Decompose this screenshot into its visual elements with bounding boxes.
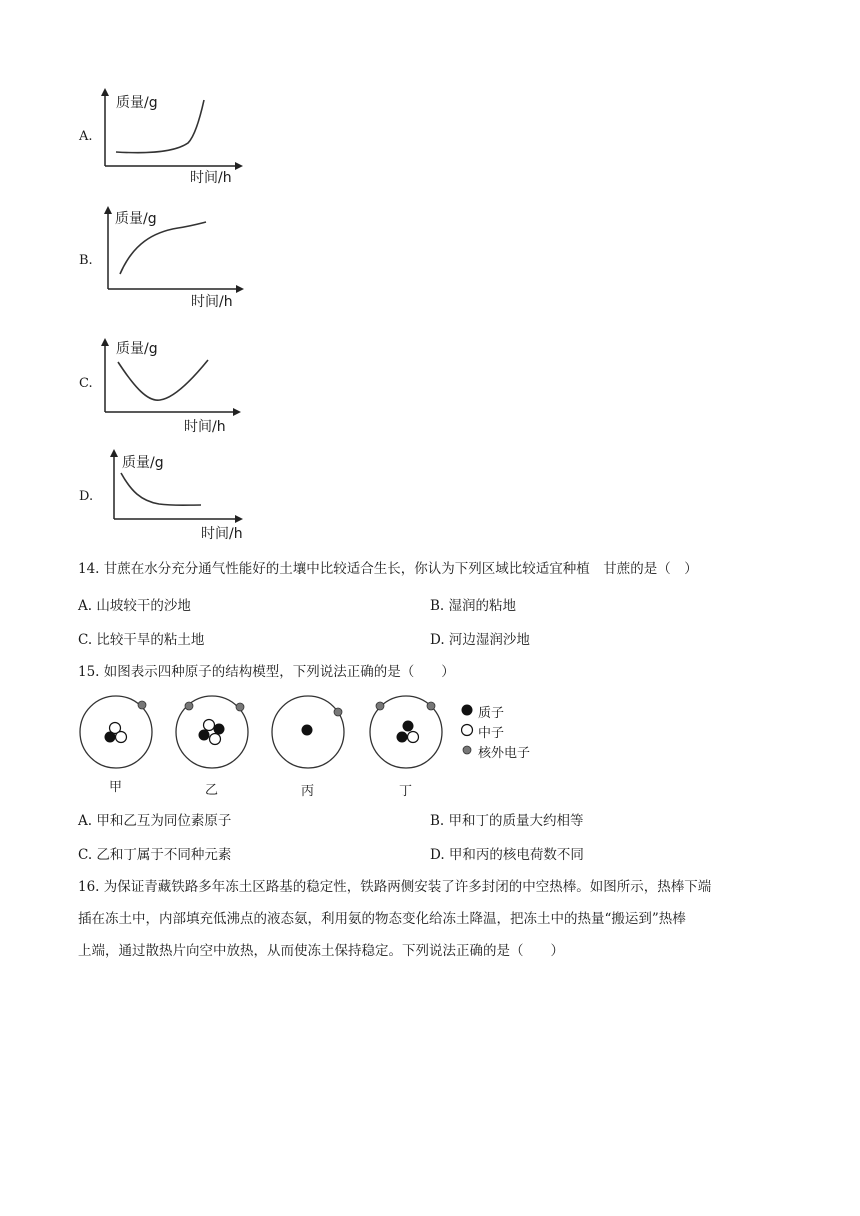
atom-yi: [176, 696, 248, 768]
option-a-letter[interactable]: A.: [79, 129, 93, 144]
q14-option-b[interactable]: B. 湿润的粘地: [430, 598, 517, 614]
atom-label-bing: 丙: [301, 784, 315, 799]
x-axis-arrow-icon: [233, 408, 241, 416]
proton-icon: [403, 721, 414, 732]
q15-option-c[interactable]: C. 乙和丁属于不同种元素: [78, 847, 232, 863]
q15-option-d[interactable]: D. 甲和丙的核电荷数不同: [430, 847, 584, 863]
y-axis-label: 质量/g: [116, 95, 158, 111]
q16-line-2: 插在冻土中，内部填充低沸点的液态氨，利用氨的物态变化给冻土降温，把冻土中的热量“搬运到”热棒: [78, 911, 686, 927]
atom-ding: [370, 696, 442, 768]
graph-option-d: [109, 449, 259, 553]
q15-option-a[interactable]: A. 甲和乙互为同位素原子: [78, 813, 232, 829]
x-axis-arrow-icon: [235, 162, 243, 170]
q15-option-b[interactable]: B. 甲和丁的质量大约相等: [430, 813, 584, 829]
legend-proton: 质子: [478, 706, 505, 721]
q14-option-c[interactable]: C. 比较干旱的粘土地: [78, 632, 205, 648]
y-axis-label: 质量/g: [122, 455, 164, 471]
proton-icon: [397, 732, 408, 743]
y-axis-arrow-icon: [101, 88, 109, 96]
atom-label-jia: 甲: [109, 780, 123, 795]
atom-label-yi: 乙: [205, 783, 219, 798]
atom-bing: [272, 696, 344, 768]
neutron-icon: [462, 725, 473, 736]
y-axis-arrow-icon: [110, 449, 118, 457]
curve-u-shaped: [118, 360, 208, 400]
curve-saturating: [120, 222, 206, 274]
electron-icon: [463, 746, 471, 754]
graph-option-a: [100, 88, 250, 192]
proton-icon: [199, 730, 210, 741]
q16-line-3: 上端，通过散热片向空中放热，从而使冻土保持稳定。下列说法正确的是（ ）: [78, 943, 564, 959]
x-axis-label: 时间/h: [201, 526, 243, 542]
option-d-letter[interactable]: D.: [79, 489, 94, 504]
electron-icon: [334, 708, 342, 716]
x-axis-label: 时间/h: [191, 294, 233, 310]
y-axis-arrow-icon: [101, 338, 109, 346]
proton-icon: [105, 732, 116, 743]
q14-stem: 14. 甘蔗在水分充分通气性能好的土壤中比较适合生长，你认为下列区域比较适宜种植 甘蔗的是（ ）: [78, 561, 698, 577]
x-axis-arrow-icon: [236, 285, 244, 293]
y-axis-arrow-icon: [104, 206, 112, 214]
y-axis-label: 质量/g: [115, 211, 157, 227]
electron-icon: [427, 702, 435, 710]
option-c-letter[interactable]: C.: [79, 376, 93, 391]
q15-stem: 15. 如图表示四种原子的结构模型，下列说法正确的是（ ）: [78, 664, 455, 680]
neutron-icon: [210, 734, 221, 745]
legend-neutron: 中子: [478, 726, 505, 741]
q16-line-1: 16. 为保证青藏铁路多年冻土区路基的稳定性，铁路两侧安装了许多封闭的中空热棒。如图所示，热棒下端: [78, 879, 712, 895]
y-axis-label: 质量/g: [116, 341, 158, 357]
electron-icon: [138, 701, 146, 709]
atom-jia: [80, 696, 152, 768]
graph-option-c: [100, 336, 250, 440]
option-b-letter[interactable]: B.: [79, 253, 93, 268]
proton-icon: [302, 725, 313, 736]
neutron-icon: [408, 732, 419, 743]
q14-option-a[interactable]: A. 山坡较干的沙地: [78, 598, 191, 614]
x-axis-arrow-icon: [235, 515, 243, 523]
electron-icon: [376, 702, 384, 710]
curve-decaying: [121, 473, 201, 505]
x-axis-label: 时间/h: [190, 170, 232, 186]
legend-electron: 核外电子: [478, 746, 531, 761]
q14-option-d[interactable]: D. 河边湿润沙地: [430, 632, 530, 648]
electron-icon: [236, 703, 244, 711]
proton-icon: [462, 705, 473, 716]
electron-icon: [185, 702, 193, 710]
atom-models-figure: [74, 692, 474, 776]
graph-option-b: [103, 204, 253, 318]
neutron-icon: [116, 732, 127, 743]
atom-label-ding: 丁: [399, 784, 413, 799]
neutron-icon: [204, 720, 215, 731]
proton-icon: [214, 724, 225, 735]
x-axis-label: 时间/h: [184, 419, 226, 435]
